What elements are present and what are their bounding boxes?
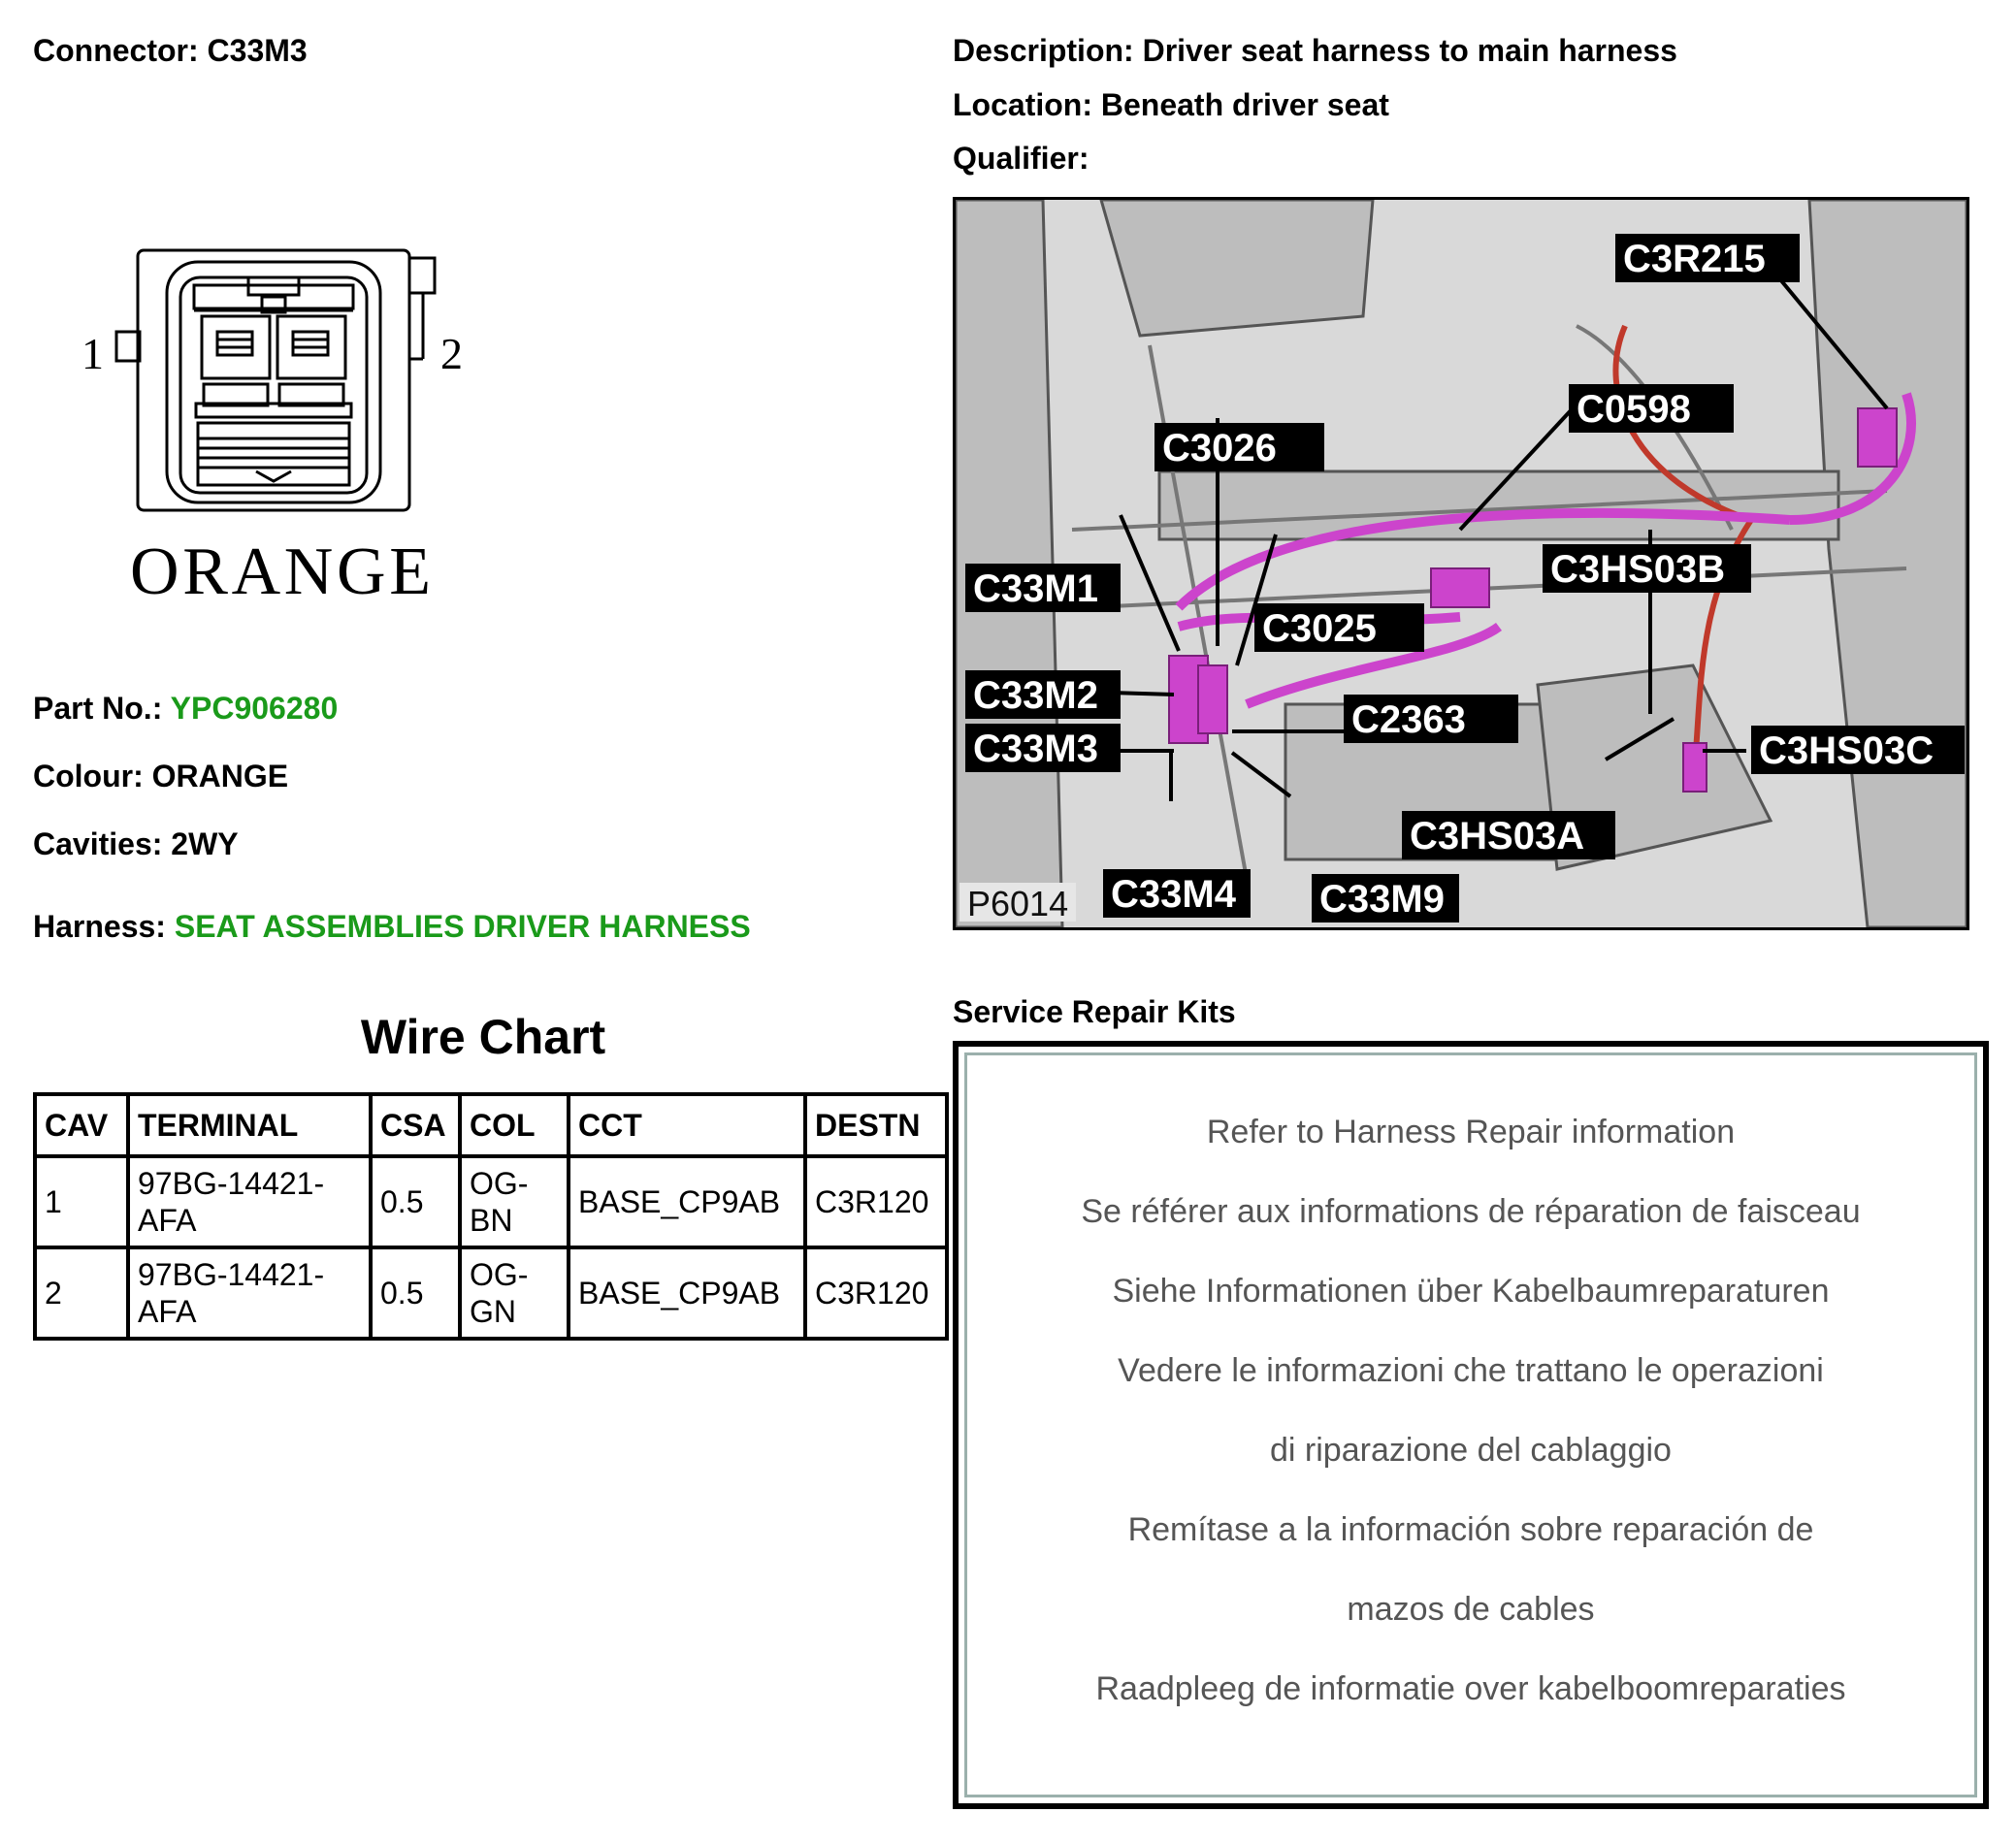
part-number-link[interactable]: YPC906280 xyxy=(170,691,339,726)
callout-c33m9: C33M9 xyxy=(1319,878,1445,921)
colour-value: ORANGE xyxy=(151,759,289,793)
col-cell: OG-BN xyxy=(460,1156,569,1247)
terminal-cell: 97BG-14421-AFA xyxy=(128,1156,371,1247)
callout-c3026: C3026 xyxy=(1162,427,1277,469)
table-row xyxy=(35,1247,947,1339)
repair-line-de: Siehe Informationen über Kabelbaumreparaturen xyxy=(1112,1273,1830,1310)
repair-line-en: Refer to Harness Repair information xyxy=(1206,1114,1736,1150)
cav-cell: 1 xyxy=(35,1156,128,1247)
figure-id: P6014 xyxy=(967,884,1069,923)
connector-line xyxy=(33,33,308,69)
connector-location-image xyxy=(953,197,1969,930)
callout-c3hs03a: C3HS03A xyxy=(1410,815,1585,858)
wire-chart-header-row xyxy=(35,1094,947,1156)
part-number-line xyxy=(33,691,338,727)
harness-link[interactable]: SEAT ASSEMBLIES DRIVER HARNESS xyxy=(174,909,751,944)
col-cct-header: CCT xyxy=(569,1094,805,1156)
col-terminal-header: TERMINAL xyxy=(128,1094,371,1156)
wire-chart-title: Wire Chart xyxy=(360,1010,606,1064)
col-cav-header: CAV xyxy=(35,1094,128,1156)
harness-label: Harness: xyxy=(33,909,166,944)
col-destn-header: DESTN xyxy=(805,1094,947,1156)
cct-cell: BASE_CP9AB xyxy=(569,1156,805,1247)
harness-line xyxy=(33,909,751,945)
pin-2-label: 2 xyxy=(440,329,463,378)
callout-c3hs03c: C3HS03C xyxy=(1759,729,1935,772)
description-line xyxy=(953,33,1677,69)
repair-line-nl: Raadpleeg de informatie over kabelboomreparaties xyxy=(1095,1670,1846,1707)
colour-line xyxy=(33,759,288,794)
connector-face-diagram xyxy=(58,223,504,631)
location-label: Location: xyxy=(953,87,1092,122)
repair-line-es-2: mazos de cables xyxy=(1347,1591,1595,1628)
callout-c33m1: C33M1 xyxy=(973,567,1098,610)
col-cell: OG-GN xyxy=(460,1247,569,1339)
repair-line-fr: Se référer aux informations de réparation de faisceau xyxy=(1081,1193,1861,1230)
repair-line-it-2: di riparazione del cablaggio xyxy=(1270,1432,1672,1469)
pin-1-label: 1 xyxy=(81,329,104,378)
callout-c3hs03b: C3HS03B xyxy=(1550,548,1726,591)
repair-line-es-1: Remítase a la información sobre reparación de xyxy=(1127,1511,1814,1548)
cavities-value: 2WY xyxy=(171,826,239,861)
service-repair-kits-panel xyxy=(964,1052,1977,1797)
callout-c2363: C2363 xyxy=(1351,698,1466,741)
callout-c3025: C3025 xyxy=(1262,607,1377,650)
connector-face-icon xyxy=(58,223,504,631)
cav-cell: 2 xyxy=(35,1247,128,1339)
destn-cell: C3R120 xyxy=(805,1247,947,1339)
callout-c3r215: C3R215 xyxy=(1623,238,1766,280)
col-col-header: COL xyxy=(460,1094,569,1156)
connector-colour-text: ORANGE xyxy=(130,534,431,609)
part-number-label: Part No.: xyxy=(33,691,163,726)
service-repair-kits-title: Service Repair Kits xyxy=(953,994,1236,1029)
callout-c33m2: C33M2 xyxy=(973,674,1098,717)
location-line xyxy=(953,87,1389,123)
callout-c33m3: C33M3 xyxy=(973,728,1098,770)
table-row xyxy=(35,1156,947,1247)
col-csa-header: CSA xyxy=(371,1094,460,1156)
cct-cell: BASE_CP9AB xyxy=(569,1247,805,1339)
callout-c0598: C0598 xyxy=(1577,388,1691,431)
csa-cell: 0.5 xyxy=(371,1156,460,1247)
description-label: Description: xyxy=(953,33,1134,68)
service-repair-kits-box xyxy=(953,1041,1989,1809)
seat-frame-illustration xyxy=(956,200,1967,927)
cavities-line xyxy=(33,826,239,862)
callout-c33m4: C33M4 xyxy=(1111,873,1236,916)
cavities-label: Cavities: xyxy=(33,826,163,861)
repair-line-it-1: Vedere le informazioni che trattano le operazioni xyxy=(1118,1352,1824,1389)
destn-cell: C3R120 xyxy=(805,1156,947,1247)
connector-value: C33M3 xyxy=(207,33,308,68)
qualifier-label: Qualifier: xyxy=(953,141,1089,176)
csa-cell: 0.5 xyxy=(371,1247,460,1339)
description-value: Driver seat harness to main harness xyxy=(1142,33,1677,68)
colour-label: Colour: xyxy=(33,759,144,793)
wire-chart-table xyxy=(33,1092,949,1341)
connector-label: Connector: xyxy=(33,33,199,68)
location-value: Beneath driver seat xyxy=(1100,87,1389,122)
terminal-cell: 97BG-14421-AFA xyxy=(128,1247,371,1339)
